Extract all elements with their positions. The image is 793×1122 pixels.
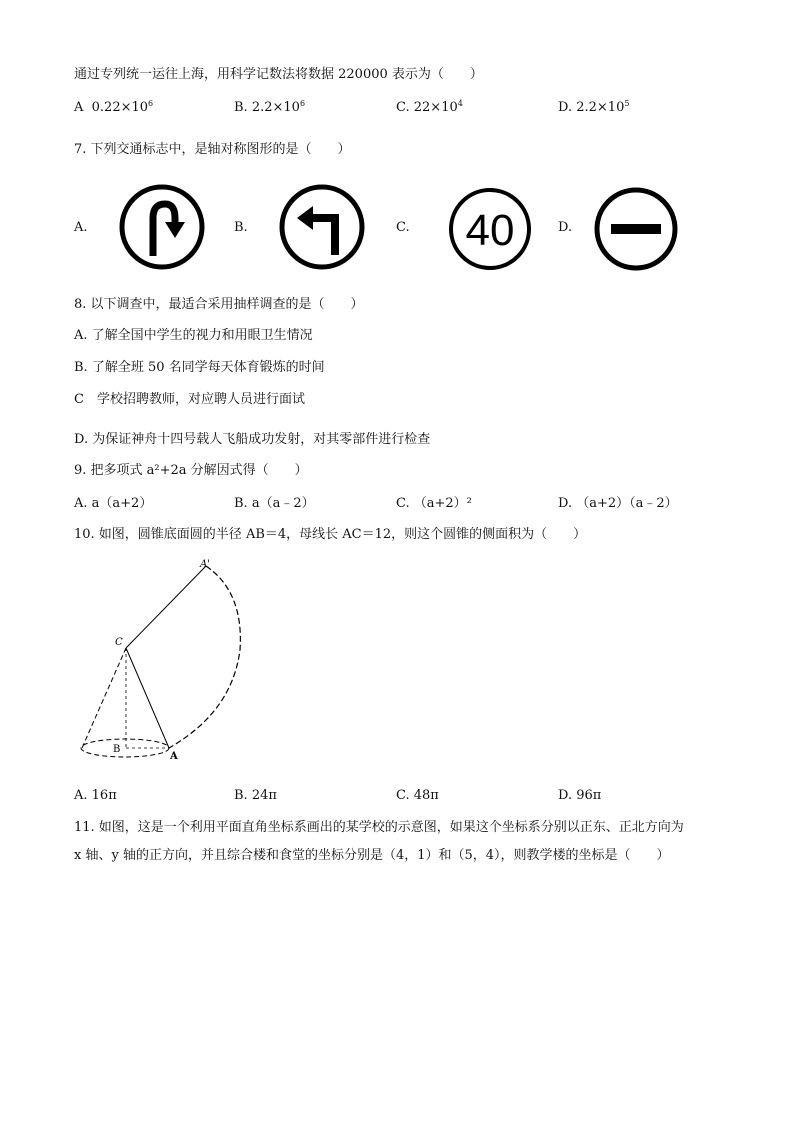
q7-option-c-label: C.: [396, 220, 410, 235]
q10-stem: 10. 如图，圆锥底面圆的半径 AB＝4，母线长 AC＝12，则这个圆锥的侧面积为（ ）: [74, 527, 587, 542]
q8-option-c: C 学校招聘教师，对应聘人员进行面试: [74, 392, 305, 407]
q10-option-d: D. 96π: [558, 788, 602, 803]
q11-line-2: x 轴、y 轴的正方向，并且综合楼和食堂的坐标分别是（4，1）和（5，4），则教学楼的坐标是（ ）: [74, 848, 670, 863]
speed-limit-icon: [446, 185, 534, 273]
q7-stem: 7. 下列交通标志中，是轴对称图形的是（ ）: [74, 142, 351, 157]
q7-option-d-label: D.: [558, 220, 573, 235]
q6-option-d: D. $2.2\times 10^5$: [558, 99, 630, 115]
q11-line-1: 11. 如图，这是一个利用平面直角坐标系画出的某学校的示意图，如果这个坐标系分别以正东、正北方向为: [74, 820, 684, 835]
left-turn-arrow-icon: [277, 182, 367, 272]
u-turn-arrow-icon: [117, 182, 207, 272]
q9-stem: 9. 把多项式 a²+2a 分解因式得（ ）: [74, 463, 308, 478]
q7-option-b-label: B.: [234, 220, 248, 235]
label-c: C: [115, 637, 123, 648]
cone-figure: [72, 552, 252, 767]
speed-limit-value: 40: [465, 206, 515, 255]
q8-option-b: B. 了解全班 50 名同学每天体育锻炼的时间: [74, 360, 325, 375]
label-a: A: [170, 751, 178, 762]
q8-option-a: A. 了解全国中学生的视力和用眼卫生情况: [74, 328, 313, 343]
q7-option-a-label: A.: [74, 220, 88, 235]
q6-option-b: B. $2.2\times 10^6$: [234, 99, 306, 115]
q8-stem: 8. 以下调查中，最适合采用抽样调查的是（ ）: [74, 297, 364, 312]
q9-option-c: C. （a+2）²: [396, 496, 472, 511]
q10-option-a: A. 16π: [74, 788, 117, 803]
q9-option-d: D. （a+2）（a﹣2）: [558, 496, 678, 511]
q10-option-c: C. 48π: [396, 788, 439, 803]
label-b: B: [113, 744, 121, 755]
q9-option-b: B. a（a﹣2）: [234, 496, 315, 511]
q6-option-c: C. $22\times 10^4$: [396, 99, 463, 115]
label-a-prime: A': [200, 559, 210, 570]
q10-option-b: B. 24π: [234, 788, 277, 803]
q6-stem: 通过专列统一运往上海，用科学记数法将数据 220000 表示为（ ）: [74, 67, 483, 82]
no-entry-icon: [592, 185, 680, 273]
q8-option-d: D. 为保证神舟十四号载人飞船成功发射，对其零部件进行检查: [74, 432, 431, 447]
q9-option-a: A. a（a+2）: [74, 496, 153, 511]
q6-option-a: A $0.22\times 10^6$: [74, 99, 154, 115]
